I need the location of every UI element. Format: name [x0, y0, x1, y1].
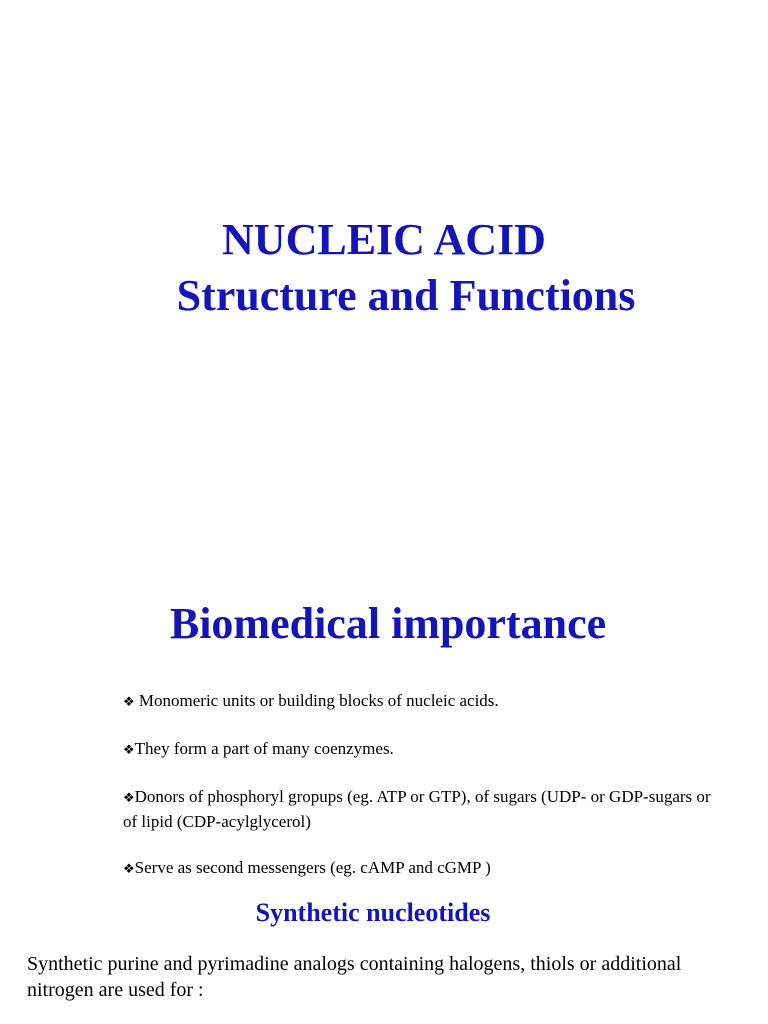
- bullet-text: Donors of phosphoryl gropups (eg. ATP or GTP), of sugars (UDP- or GDP-sugars or of lipid (CDP-acylglycerol): [123, 787, 711, 831]
- title-line-2: Structure and Functions: [176, 271, 636, 320]
- bullet-item: [123, 856, 723, 881]
- diamond-bullet-icon: ❖: [123, 743, 135, 758]
- bullet-list: [123, 689, 723, 904]
- subheading-synthetic-nucleotides: Synthetic nucleotides: [255, 898, 491, 927]
- bullet-item: [123, 689, 723, 714]
- document-title: [0, 212, 768, 324]
- section-heading: Biomedical importance: [169, 599, 607, 648]
- bullet-item: [123, 737, 723, 762]
- diamond-bullet-icon: ❖: [123, 695, 135, 710]
- diamond-bullet-icon: ❖: [123, 791, 135, 806]
- bullet-text: They form a part of many coenzymes.: [134, 739, 394, 758]
- bullet-text: Serve as second messengers (eg. cAMP and cGMP ): [134, 858, 491, 877]
- bullet-item: [123, 785, 723, 833]
- body-paragraph: Synthetic purine and pyrimadine analogs containing halogens, thiols or additional nitrogen are used for :: [27, 953, 682, 1001]
- diamond-bullet-icon: ❖: [123, 862, 135, 877]
- bullet-text: Monomeric units or building blocks of nucleic acids.: [134, 691, 499, 710]
- title-line-1: NUCLEIC ACID: [222, 215, 546, 264]
